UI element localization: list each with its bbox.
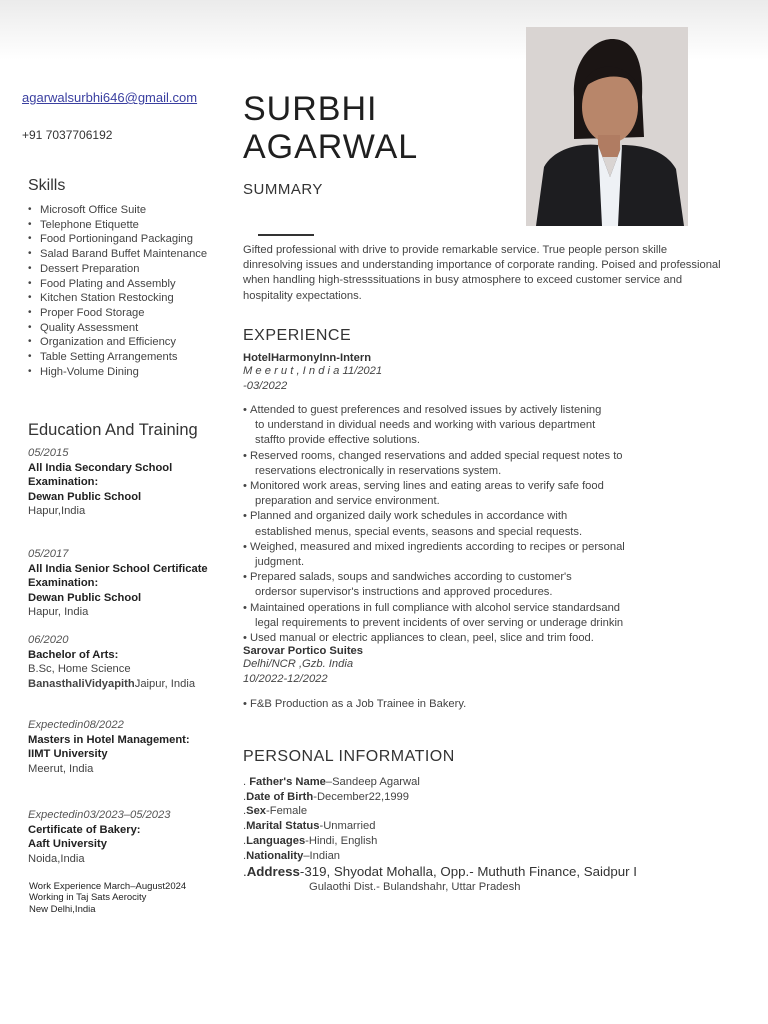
- personal-label: Nationality: [246, 849, 304, 862]
- experience-heading: EXPERIENCE: [243, 327, 352, 344]
- personal-label: Languages: [246, 834, 306, 847]
- personal-label: Address: [246, 864, 300, 880]
- job-title: HotelHarmonyInn-Intern: [243, 352, 372, 364]
- skill-item: • Food Portioningand Packaging: [28, 232, 238, 247]
- job-title: Sarovar Portico Suites: [243, 645, 363, 657]
- personal-value: -December22,1999: [313, 790, 410, 803]
- education-entry: [28, 718, 238, 776]
- skill-item: • Dessert Preparation: [28, 262, 238, 277]
- bullet-line: ordersor supervisor's instructions and approved procedures.: [255, 586, 553, 599]
- personal-row: .Languages-Hindi, English: [243, 834, 378, 847]
- job-bullet: • F&B Production as a Job Trainee in Bakery.: [243, 698, 467, 710]
- education-date: Expectedin03/2023–05/2023: [28, 809, 171, 821]
- job-bullet: [243, 601, 725, 631]
- education-heading: Education And Training: [28, 421, 198, 439]
- education-entry: [28, 547, 238, 620]
- address-row: .Address-319, Shyodat Mohalla, Opp.- Muthuth Finance, Saidpur I: [243, 864, 637, 880]
- bullet-line: preparation and service environment.: [255, 495, 440, 508]
- job-dates: 10/2022-12/2022: [243, 672, 328, 685]
- personal-info-heading: PERSONAL INFORMATION: [243, 748, 455, 765]
- personal-value: –Indian: [303, 849, 341, 862]
- personal-value: –Sandeep Agarwal: [325, 776, 420, 788]
- name-line-last: AGARWAL: [243, 128, 419, 166]
- work-experience-note: [29, 881, 186, 915]
- bullet-line: Used manual or electric appliances to clean, peel, slice and trim food.: [250, 632, 594, 645]
- personal-label: Sex: [246, 805, 267, 818]
- bullet-line: Planned and organized daily work schedules in accordance with: [250, 510, 568, 523]
- skill-item: • Kitchen Station Restocking: [28, 291, 238, 306]
- address-line-2: Gulaothi Dist.- Bulandshahr, Uttar Pradesh: [309, 881, 521, 894]
- education-title: All India Senior School Certificate Examination:: [28, 562, 208, 589]
- summary-heading: SUMMARY: [243, 181, 323, 198]
- job-header: [243, 645, 363, 686]
- name-line-first: SURBHI: [243, 90, 378, 128]
- skills-list: [28, 203, 238, 379]
- education-date: 06/2020: [28, 634, 69, 646]
- education-entry: [28, 808, 238, 866]
- education-school: BanasthaliVidyapith: [28, 677, 135, 690]
- education-place: Hapur,India: [28, 505, 86, 517]
- summary-text: Gifted professional with drive to provide remarkable service. True people person skille dinresolving issues and understanding importance of corporate randing. Poised and professional when handling high-stresssituations in busy atmosphere to exceed customer service and hospitality expectations.: [243, 244, 721, 302]
- personal-value: -319, Shyodat Mohalla, Opp.- Muthuth Finance, Saidpur I: [299, 864, 637, 880]
- bullet-line: Attended to guest preferences and resolved issues by actively listening: [250, 404, 602, 416]
- job-bullet: [243, 631, 725, 646]
- person-portrait-icon: [526, 27, 688, 226]
- candidate-name: [243, 90, 418, 166]
- bullet-line: established menus, special events, seasons and special requests.: [255, 525, 583, 538]
- job-bullet: [243, 509, 725, 539]
- phone-number: +91 7037706192: [22, 128, 113, 142]
- skill-item: • High-Volume Dining: [28, 365, 238, 380]
- job-dates: -03/2022: [243, 379, 288, 392]
- skill-item: • Telephone Etiquette: [28, 218, 238, 233]
- job-location-dates: M e e r u t , I n d i a 11/2021: [243, 365, 383, 377]
- education-title: Certificate of Bakery:: [28, 823, 141, 836]
- education-place: Hapur, India: [28, 606, 89, 618]
- education-subject: B.Sc, Home Science: [28, 663, 131, 675]
- skills-heading: Skills: [28, 177, 66, 194]
- bullet-line: reservations electronically in reservations system.: [255, 464, 502, 477]
- education-school: Aaft University: [28, 838, 107, 850]
- note-line: Working in Taj Sats Aerocity: [29, 892, 147, 904]
- skill-item: • Organization and Efficiency: [28, 335, 238, 350]
- job-bullet: [243, 540, 725, 570]
- job-location: Delhi/NCR ,Gzb. India: [243, 658, 354, 670]
- job-bullet-list: [243, 403, 725, 646]
- education-place: Jaipur, India: [134, 677, 196, 690]
- personal-value: -Unmarried: [319, 820, 376, 833]
- education-place: Noida,India: [28, 852, 85, 865]
- job-bullet: [243, 479, 725, 509]
- profile-photo: [526, 27, 688, 226]
- bullet-line: legal requirements to prevent incidents of over serving or underage drinkin: [255, 616, 624, 629]
- personal-label: Date of Birth: [246, 790, 314, 803]
- personal-row: .Date of Birth-December22,1999: [243, 790, 410, 803]
- personal-value: -Hindi, English: [305, 834, 378, 847]
- education-school: Dewan Public School: [28, 490, 142, 503]
- education-title: Bachelor of Arts:: [28, 648, 119, 661]
- bullet-line: Monitored work areas, serving lines and eating areas to verify safe food: [250, 480, 604, 493]
- personal-label: Father's Name: [249, 776, 326, 788]
- education-school-line: [28, 677, 238, 692]
- skill-item: • Quality Assessment: [28, 321, 238, 336]
- bullet-line: Prepared salads, soups and sandwiches according to customer's: [250, 571, 572, 584]
- education-title: Masters in Hotel Management:: [28, 733, 190, 746]
- education-date: Expectedin08/2022: [28, 719, 124, 731]
- bullet-line: judgment.: [255, 556, 305, 569]
- personal-row: .Marital Status-Unmarried: [243, 820, 376, 833]
- bullet-line: F&B Production as a Job Trainee in Bakery.: [250, 698, 467, 710]
- bullet-line: Reserved rooms, changed reservations and added special request notes to: [250, 449, 623, 462]
- bullet-line: Weighed, measured and mixed ingredients according to recipes or personal: [250, 540, 625, 553]
- education-school: Dewan Public School: [28, 591, 142, 604]
- job-bullet: [243, 570, 725, 600]
- job-bullet: [243, 449, 725, 479]
- bullet-line: to understand in dividual needs and working with various department: [255, 419, 596, 432]
- personal-label: Marital Status: [246, 820, 320, 833]
- education-entry: [28, 446, 238, 519]
- skill-item: • Salad Barand Buffet Maintenance: [28, 247, 238, 262]
- bullet-line: staffto provide effective solutions.: [255, 434, 421, 447]
- skill-item: • Table Setting Arrangements: [28, 350, 238, 365]
- personal-row: .Nationality–Indian: [243, 849, 341, 862]
- personal-value: -Female: [266, 805, 308, 818]
- education-date: 05/2015: [28, 447, 69, 459]
- skill-item: • Microsoft Office Suite: [28, 203, 238, 218]
- personal-row: .Sex-Female: [243, 805, 308, 818]
- note-line: New Delhi,India: [29, 903, 96, 915]
- bullet-line: Maintained operations in full compliance with alcohol service standardsand: [250, 601, 621, 614]
- note-line: Work Experience March–August2024: [29, 881, 187, 892]
- education-place: Meerut, India: [28, 762, 94, 775]
- personal-info-list: [243, 775, 733, 895]
- job-header: [243, 352, 382, 393]
- education-entry: [28, 633, 238, 691]
- job-bullet: [243, 403, 725, 449]
- education-school: IIMT University: [28, 748, 108, 760]
- email-link[interactable]: agarwalsurbhi646@gmail.com: [22, 90, 198, 105]
- education-date: 05/2017: [28, 548, 69, 560]
- summary-divider: [258, 234, 314, 236]
- skill-item: • Proper Food Storage: [28, 306, 238, 321]
- skill-item: • Food Plating and Assembly: [28, 277, 238, 292]
- education-title: All India Secondary School Examination:: [28, 461, 173, 488]
- personal-row: . Father's Name–Sandeep Agarwal: [243, 776, 420, 788]
